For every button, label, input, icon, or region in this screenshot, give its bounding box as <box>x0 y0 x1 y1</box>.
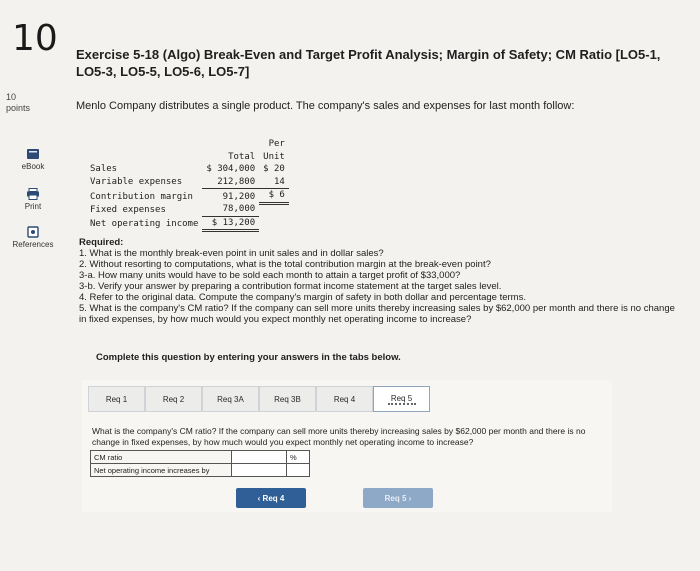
sidebar-label-references: References <box>12 240 54 249</box>
question-number: 10 <box>12 18 58 59</box>
required-item-5: 5. What is the company's CM ratio? If the company can sell more units thereby increasing sales by $62,000 per month and there is no change in fixed expenses, by how much would you expect monthly net operating income to increase? <box>79 303 675 325</box>
tab-req-5-label: Req 5 <box>390 393 413 403</box>
required-section <box>79 237 684 325</box>
row-per-unit: 14 <box>259 176 289 189</box>
sidebar-label-ebook: eBook <box>21 162 45 171</box>
row-label: Contribution margin <box>90 191 193 202</box>
sidebar-item-ebook[interactable] <box>6 148 60 171</box>
table-row <box>86 176 289 189</box>
financial-statement <box>86 138 289 232</box>
sidebar-label-print: Print <box>24 202 42 211</box>
required-item-3b: 3-b. Verify your answer by preparing a contribution format income statement at the target sales level. <box>79 281 502 292</box>
req-tabs <box>88 386 430 412</box>
instruction-text: Complete this question by entering your answers in the tabs below. <box>96 352 401 363</box>
row-per-unit: $ 20 <box>263 164 285 174</box>
prev-req-label: Req 4 <box>262 493 285 503</box>
table-row <box>86 203 289 216</box>
col-header-per: Per <box>268 139 285 149</box>
references-icon <box>26 226 40 238</box>
row-per-unit: $ 6 <box>259 189 289 204</box>
row-label: Fixed expenses <box>90 204 166 215</box>
noi-unit <box>287 464 310 477</box>
tab-indicator <box>388 403 416 405</box>
table-row <box>86 163 289 176</box>
noi-increase-input[interactable] <box>232 464 287 477</box>
intro-text: Menlo Company distributes a single product. The company's sales and expenses for last month follow: <box>76 100 575 112</box>
prev-req-button[interactable] <box>236 488 306 508</box>
chevron-left-icon: ‹ <box>257 493 263 503</box>
row-total: $ 13,200 <box>202 216 259 231</box>
exercise-title: Exercise 5-18 (Algo) Break-Even and Target Profit Analysis; Margin of Safety; CM Ratio [LO5-1, LO5-3, LO5-5, LO5-6, LO5-7] <box>76 47 661 79</box>
next-req-button[interactable] <box>363 488 433 508</box>
required-item-1: 1. What is the monthly break-even point in unit sales and in dollar sales? <box>79 248 384 259</box>
tab-req-3b[interactable]: Req 3B <box>259 386 316 412</box>
col-header-total: Total <box>228 151 256 162</box>
answer-row <box>91 451 310 464</box>
tab-req-1[interactable]: Req 1 <box>88 386 145 412</box>
row-label: Sales <box>90 164 118 174</box>
answer-label: Net operating income increases by <box>91 464 232 477</box>
row-label: Variable expenses <box>90 177 183 187</box>
answer-row <box>91 464 310 477</box>
cm-ratio-input[interactable] <box>232 451 287 464</box>
tab-req-5[interactable] <box>373 386 430 412</box>
chevron-right-icon: › <box>406 493 412 503</box>
tab-req-3a[interactable]: Req 3A <box>202 386 259 412</box>
required-item-3a: 3-a. How many units would have to be sold each month to attain a target profit of $33,000? <box>79 270 461 281</box>
percent-unit: % <box>287 451 310 464</box>
row-total: 91,200 <box>222 191 256 202</box>
row-total: $ 304,000 <box>206 164 256 174</box>
col-header-unit: Unit <box>263 151 285 162</box>
req-question: What is the company's CM ratio? If the company can sell more units thereby increasing sales by $62,000 per month and there is no change in fixed expenses, by how much would you expect monthly net operating income to increase? <box>92 426 586 447</box>
answer-table <box>90 450 310 477</box>
points-label: points <box>6 103 31 113</box>
book-icon <box>26 148 40 160</box>
points-value: 10 <box>6 92 17 102</box>
row-total: 78,000 <box>202 203 259 216</box>
required-item-2: 2. Without resorting to computations, what is the total contribution margin at the break-even point? <box>79 259 491 270</box>
row-label: Net operating income <box>90 219 199 229</box>
required-item-4: 4. Refer to the original data. Compute the company's margin of safety in both dollar and percentage terms. <box>79 292 526 303</box>
points-info <box>6 92 30 114</box>
table-row <box>86 189 289 204</box>
row-total: 212,800 <box>202 176 259 189</box>
next-req-label: Req 5 <box>384 493 407 503</box>
sidebar-item-print[interactable] <box>6 188 60 211</box>
sidebar-item-references[interactable] <box>6 226 60 249</box>
tab-req-2[interactable]: Req 2 <box>145 386 202 412</box>
printer-icon <box>26 188 40 200</box>
table-row <box>86 216 289 231</box>
answer-panel <box>82 380 612 512</box>
required-header: Required: <box>79 237 124 248</box>
tab-req-4[interactable]: Req 4 <box>316 386 373 412</box>
answer-label: CM ratio <box>91 451 232 464</box>
